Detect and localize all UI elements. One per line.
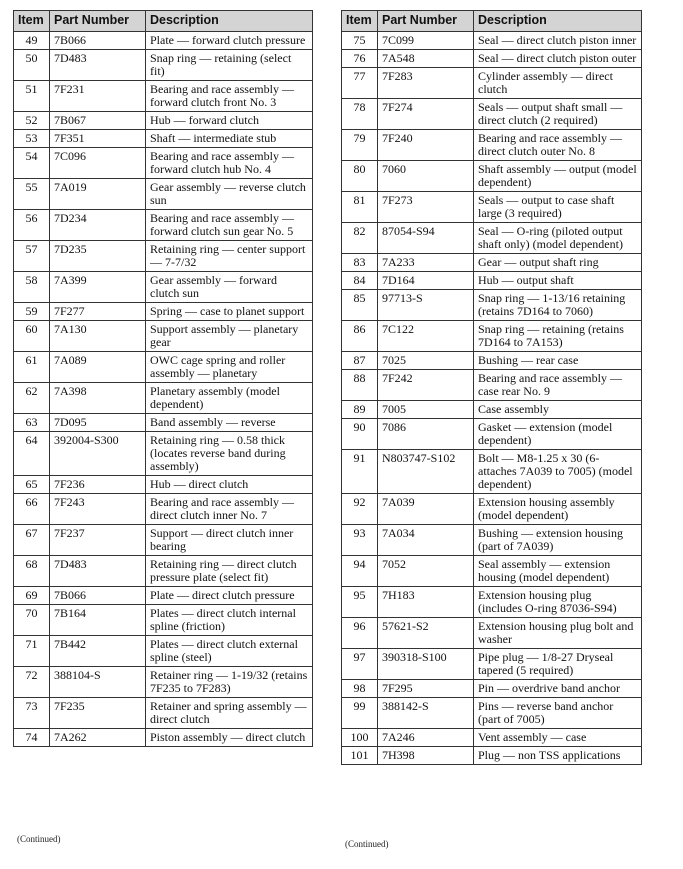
part-number-cell: 7H398 — [378, 747, 474, 765]
description-cell: Spring — case to planet support — [146, 303, 313, 321]
description-cell: Pipe plug — 1/8-27 Dryseal tapered (5 required) — [474, 649, 642, 680]
part-number-cell: 7B164 — [50, 605, 146, 636]
table-row — [14, 636, 313, 667]
item-cell: 87 — [342, 352, 378, 370]
part-number-cell: 7C099 — [378, 32, 474, 50]
item-cell: 51 — [14, 81, 50, 112]
table-row — [342, 290, 642, 321]
continued-note-left: (Continued) — [17, 834, 61, 844]
table-row — [342, 401, 642, 419]
table-row — [342, 729, 642, 747]
description-cell: Shaft assembly — output (model dependent) — [474, 161, 642, 192]
part-number-cell: 7086 — [378, 419, 474, 450]
part-number-cell: 390318-S100 — [378, 649, 474, 680]
part-number-cell: 7F273 — [378, 192, 474, 223]
header-description: Description — [474, 11, 642, 32]
table-row — [14, 667, 313, 698]
table-row — [14, 130, 313, 148]
description-cell: Gear assembly — reverse clutch sun — [146, 179, 313, 210]
item-cell: 75 — [342, 32, 378, 50]
item-cell: 96 — [342, 618, 378, 649]
part-number-cell: 7F235 — [50, 698, 146, 729]
description-cell: Bearing and race assembly — direct clutch inner No. 7 — [146, 494, 313, 525]
part-number-cell: 7B442 — [50, 636, 146, 667]
table-row — [14, 587, 313, 605]
item-cell: 97 — [342, 649, 378, 680]
part-number-cell: 7B066 — [50, 587, 146, 605]
part-number-cell: 388104-S — [50, 667, 146, 698]
part-number-cell: 7C096 — [50, 148, 146, 179]
item-cell: 73 — [14, 698, 50, 729]
item-cell: 50 — [14, 50, 50, 81]
item-cell: 92 — [342, 494, 378, 525]
item-cell: 60 — [14, 321, 50, 352]
item-cell: 99 — [342, 698, 378, 729]
item-cell: 77 — [342, 68, 378, 99]
table-row — [342, 450, 642, 494]
part-number-cell: 87054-S94 — [378, 223, 474, 254]
item-cell: 93 — [342, 525, 378, 556]
item-cell: 54 — [14, 148, 50, 179]
table-row — [342, 254, 642, 272]
item-cell: 64 — [14, 432, 50, 476]
item-cell: 76 — [342, 50, 378, 68]
item-cell: 84 — [342, 272, 378, 290]
table-row — [14, 81, 313, 112]
description-cell: Hub — direct clutch — [146, 476, 313, 494]
table-row — [14, 383, 313, 414]
item-cell: 88 — [342, 370, 378, 401]
item-cell: 91 — [342, 450, 378, 494]
part-number-cell: 7F231 — [50, 81, 146, 112]
description-cell: Plate — forward clutch pressure — [146, 32, 313, 50]
table-row — [14, 179, 313, 210]
description-cell: Bearing and race assembly — direct clutch outer No. 8 — [474, 130, 642, 161]
part-number-cell: 7F295 — [378, 680, 474, 698]
table-row — [14, 148, 313, 179]
table-row — [14, 605, 313, 636]
description-cell: Gear — output shaft ring — [474, 254, 642, 272]
part-number-cell: 7F274 — [378, 99, 474, 130]
part-number-cell: 7A398 — [50, 383, 146, 414]
table-row — [342, 525, 642, 556]
description-cell: OWC cage spring and roller assembly — planetary — [146, 352, 313, 383]
description-cell: Cylinder assembly — direct clutch — [474, 68, 642, 99]
table-row — [14, 729, 313, 747]
part-number-cell: 7D235 — [50, 241, 146, 272]
description-cell: Seals — output to case shaft large (3 required) — [474, 192, 642, 223]
item-cell: 69 — [14, 587, 50, 605]
item-cell: 82 — [342, 223, 378, 254]
table-row — [342, 272, 642, 290]
part-number-cell: 7005 — [378, 401, 474, 419]
description-cell: Plates — direct clutch external spline (steel) — [146, 636, 313, 667]
item-cell: 57 — [14, 241, 50, 272]
item-cell: 98 — [342, 680, 378, 698]
item-cell: 59 — [14, 303, 50, 321]
item-cell: 86 — [342, 321, 378, 352]
description-cell: Plug — non TSS applications — [474, 747, 642, 765]
table-header-row — [14, 11, 313, 32]
part-number-cell: 7F240 — [378, 130, 474, 161]
description-cell: Planetary assembly (model dependent) — [146, 383, 313, 414]
table-row — [342, 321, 642, 352]
table-row — [342, 352, 642, 370]
table-row — [14, 352, 313, 383]
table-row — [14, 272, 313, 303]
description-cell: Bushing — extension housing (part of 7A039) — [474, 525, 642, 556]
description-cell: Shaft — intermediate stub — [146, 130, 313, 148]
item-cell: 80 — [342, 161, 378, 192]
item-cell: 90 — [342, 419, 378, 450]
table-row — [342, 494, 642, 525]
part-number-cell: 7D483 — [50, 50, 146, 81]
header-item: Item — [342, 11, 378, 32]
description-cell: Plates — direct clutch internal spline (friction) — [146, 605, 313, 636]
table-row — [14, 525, 313, 556]
part-number-cell: 7B067 — [50, 112, 146, 130]
table-row — [14, 32, 313, 50]
description-cell: Bolt — M8-1.25 x 30 (6-attaches 7A039 to 7005) (model dependent) — [474, 450, 642, 494]
part-number-cell: 7A399 — [50, 272, 146, 303]
description-cell: Bearing and race assembly — forward clutch front No. 3 — [146, 81, 313, 112]
part-number-cell: 388142-S — [378, 698, 474, 729]
item-cell: 83 — [342, 254, 378, 272]
description-cell: Snap ring — retaining (select fit) — [146, 50, 313, 81]
description-cell: Case assembly — [474, 401, 642, 419]
header-description: Description — [146, 11, 313, 32]
item-cell: 67 — [14, 525, 50, 556]
item-cell: 61 — [14, 352, 50, 383]
item-cell: 53 — [14, 130, 50, 148]
item-cell: 68 — [14, 556, 50, 587]
description-cell: Gasket — extension (model dependent) — [474, 419, 642, 450]
part-number-cell: 7A019 — [50, 179, 146, 210]
part-number-cell: 7F237 — [50, 525, 146, 556]
part-number-cell: 7D483 — [50, 556, 146, 587]
table-row — [342, 556, 642, 587]
item-cell: 79 — [342, 130, 378, 161]
table-row — [342, 370, 642, 401]
table-row — [342, 50, 642, 68]
item-cell: 81 — [342, 192, 378, 223]
part-number-cell: 7A034 — [378, 525, 474, 556]
table-row — [342, 99, 642, 130]
header-part-number: Part Number — [50, 11, 146, 32]
part-number-cell: 7D095 — [50, 414, 146, 432]
description-cell: Retaining ring — 0.58 thick (locates reverse band during assembly) — [146, 432, 313, 476]
table-row — [14, 303, 313, 321]
description-cell: Seal assembly — extension housing (model dependent) — [474, 556, 642, 587]
part-number-cell: 7H183 — [378, 587, 474, 618]
parts-table-left — [13, 10, 313, 747]
table-row — [342, 587, 642, 618]
description-cell: Gear assembly — forward clutch sun — [146, 272, 313, 303]
description-cell: Bearing and race assembly — case rear No. 9 — [474, 370, 642, 401]
table-row — [14, 432, 313, 476]
item-cell: 71 — [14, 636, 50, 667]
description-cell: Extension housing plug bolt and washer — [474, 618, 642, 649]
part-number-cell: 7D234 — [50, 210, 146, 241]
part-number-cell: 97713-S — [378, 290, 474, 321]
parts-table-right — [341, 10, 642, 765]
table-row — [342, 698, 642, 729]
item-cell: 63 — [14, 414, 50, 432]
description-cell: Pin — overdrive band anchor — [474, 680, 642, 698]
item-cell: 66 — [14, 494, 50, 525]
table-row — [14, 476, 313, 494]
item-cell: 100 — [342, 729, 378, 747]
part-number-cell: 7F351 — [50, 130, 146, 148]
part-number-cell: 57621-S2 — [378, 618, 474, 649]
part-number-cell: 7F277 — [50, 303, 146, 321]
table-row — [342, 419, 642, 450]
item-cell: 65 — [14, 476, 50, 494]
item-cell: 101 — [342, 747, 378, 765]
table-row — [342, 618, 642, 649]
item-cell: 49 — [14, 32, 50, 50]
part-number-cell: 392004-S300 — [50, 432, 146, 476]
description-cell: Vent assembly — case — [474, 729, 642, 747]
table-row — [14, 50, 313, 81]
description-cell: Hub — forward clutch — [146, 112, 313, 130]
description-cell: Seal — direct clutch piston inner — [474, 32, 642, 50]
description-cell: Bushing — rear case — [474, 352, 642, 370]
description-cell: Extension housing plug (includes O-ring 87036-S94) — [474, 587, 642, 618]
description-cell: Retaining ring — direct clutch pressure plate (select fit) — [146, 556, 313, 587]
table-row — [342, 747, 642, 765]
item-cell: 78 — [342, 99, 378, 130]
table-row — [14, 241, 313, 272]
part-number-cell: 7025 — [378, 352, 474, 370]
part-number-cell: 7F242 — [378, 370, 474, 401]
description-cell: Seal — O-ring (piloted output shaft only) (model dependent) — [474, 223, 642, 254]
item-cell: 72 — [14, 667, 50, 698]
header-part-number: Part Number — [378, 11, 474, 32]
description-cell: Snap ring — 1-13/16 retaining (retains 7D164 to 7060) — [474, 290, 642, 321]
continued-note-right: (Continued) — [345, 839, 389, 849]
item-cell: 74 — [14, 729, 50, 747]
part-number-cell: 7060 — [378, 161, 474, 192]
item-cell: 95 — [342, 587, 378, 618]
part-number-cell: 7A548 — [378, 50, 474, 68]
description-cell: Hub — output shaft — [474, 272, 642, 290]
part-number-cell: 7C122 — [378, 321, 474, 352]
description-cell: Band assembly — reverse — [146, 414, 313, 432]
table-row — [14, 321, 313, 352]
description-cell: Retainer ring — 1-19/32 (retains 7F235 to 7F283) — [146, 667, 313, 698]
description-cell: Seal — direct clutch piston outer — [474, 50, 642, 68]
part-number-cell: 7A262 — [50, 729, 146, 747]
table-row — [14, 494, 313, 525]
item-cell: 70 — [14, 605, 50, 636]
item-cell: 94 — [342, 556, 378, 587]
description-cell: Support assembly — planetary gear — [146, 321, 313, 352]
header-item: Item — [14, 11, 50, 32]
table-row — [14, 414, 313, 432]
part-number-cell: 7B066 — [50, 32, 146, 50]
part-number-cell: 7A089 — [50, 352, 146, 383]
description-cell: Retaining ring — center support — 7-7/32 — [146, 241, 313, 272]
part-number-cell: 7052 — [378, 556, 474, 587]
description-cell: Seals — output shaft small — direct clutch (2 required) — [474, 99, 642, 130]
item-cell: 58 — [14, 272, 50, 303]
description-cell: Bearing and race assembly — forward clutch sun gear No. 5 — [146, 210, 313, 241]
part-number-cell: 7F236 — [50, 476, 146, 494]
part-number-cell: 7F243 — [50, 494, 146, 525]
description-cell: Retainer and spring assembly — direct clutch — [146, 698, 313, 729]
item-cell: 52 — [14, 112, 50, 130]
part-number-cell: 7D164 — [378, 272, 474, 290]
table-row — [342, 32, 642, 50]
item-cell: 85 — [342, 290, 378, 321]
part-number-cell: 7F283 — [378, 68, 474, 99]
table-row — [342, 192, 642, 223]
item-cell: 56 — [14, 210, 50, 241]
table-row — [342, 680, 642, 698]
description-cell: Snap ring — retaining (retains 7D164 to 7A153) — [474, 321, 642, 352]
table-row — [14, 698, 313, 729]
part-number-cell: 7A246 — [378, 729, 474, 747]
part-number-cell: N803747-S102 — [378, 450, 474, 494]
table-row — [342, 68, 642, 99]
item-cell: 55 — [14, 179, 50, 210]
table-row — [342, 223, 642, 254]
table-row — [342, 130, 642, 161]
description-cell: Piston assembly — direct clutch — [146, 729, 313, 747]
description-cell: Plate — direct clutch pressure — [146, 587, 313, 605]
table-row — [342, 649, 642, 680]
description-cell: Bearing and race assembly — forward clutch hub No. 4 — [146, 148, 313, 179]
table-row — [14, 112, 313, 130]
table-row — [14, 210, 313, 241]
description-cell: Support — direct clutch inner bearing — [146, 525, 313, 556]
description-cell: Pins — reverse band anchor (part of 7005) — [474, 698, 642, 729]
item-cell: 89 — [342, 401, 378, 419]
table-header-row — [342, 11, 642, 32]
description-cell: Extension housing assembly (model dependent) — [474, 494, 642, 525]
item-cell: 62 — [14, 383, 50, 414]
table-row — [342, 161, 642, 192]
part-number-cell: 7A039 — [378, 494, 474, 525]
table-row — [14, 556, 313, 587]
part-number-cell: 7A233 — [378, 254, 474, 272]
part-number-cell: 7A130 — [50, 321, 146, 352]
